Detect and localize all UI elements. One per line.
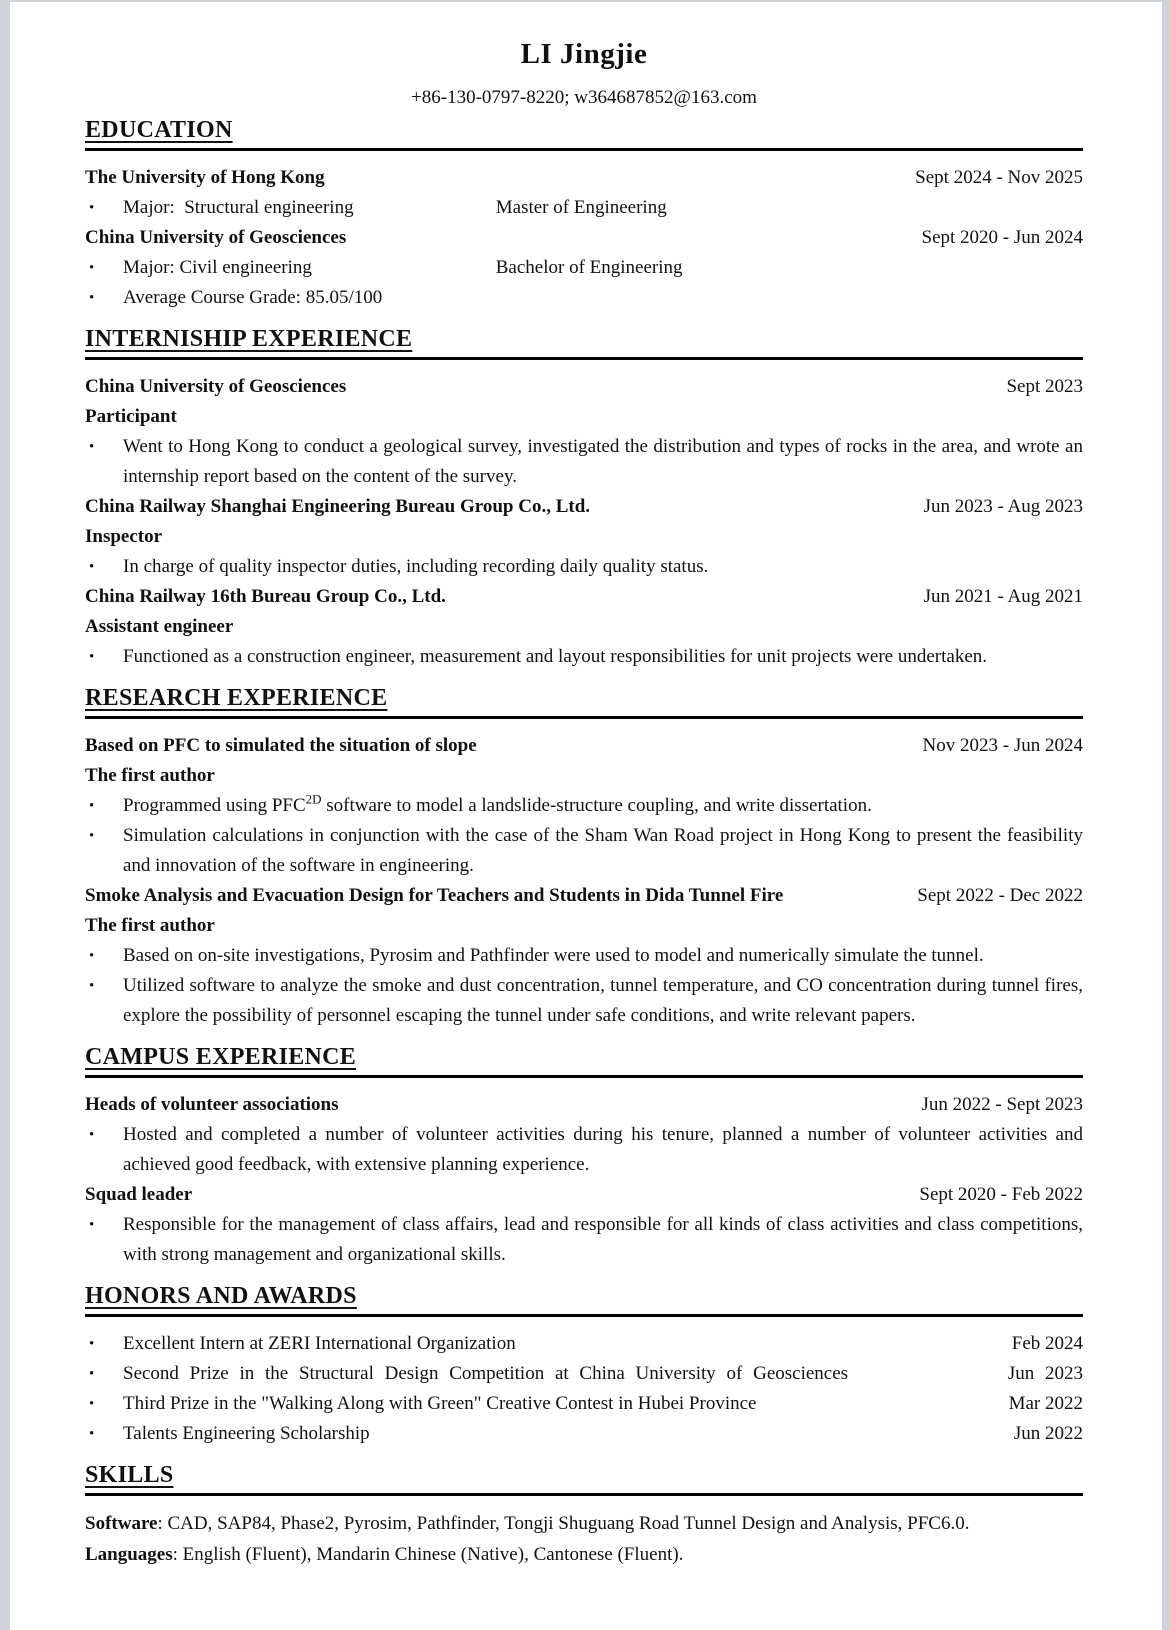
bullet-icon: • bbox=[89, 1127, 95, 1143]
project-bullet bbox=[85, 791, 1083, 821]
bullet-icon: • bbox=[89, 948, 95, 964]
honor-date: Jun 2023 bbox=[1007, 1363, 1083, 1384]
date-range: Jun 2023 - Aug 2023 bbox=[923, 496, 1083, 517]
bullet-text: Utilized software to analyze the smoke and dust concentration, tunnel temperature, and CO concentration during tunnel fires, explore the possibility of personnel escaping the tunnel under safe conditions, and write relevant papers. bbox=[123, 975, 1083, 1026]
date-range: Jun 2022 - Sept 2023 bbox=[921, 1094, 1083, 1115]
project-header-row bbox=[85, 881, 1083, 911]
bullet-text: Hosted and completed a number of volunteer activities during his tenure, planned a number of volunteer activities and achieved good feedback, with extensive planning experience. bbox=[123, 1124, 1083, 1175]
bullet-text: Responsible for the management of class affairs, lead and responsible for all kinds of class activities and class competitions, with strong management and organizational skills. bbox=[123, 1214, 1083, 1265]
section-heading-internship bbox=[85, 326, 1083, 360]
bullet-icon: • bbox=[89, 200, 95, 216]
bullet-icon: • bbox=[89, 559, 95, 575]
date-range: Sept 2020 - Feb 2022 bbox=[919, 1184, 1083, 1205]
date-range: Sept 2020 - Jun 2024 bbox=[921, 227, 1083, 248]
honor-item bbox=[85, 1359, 1083, 1389]
education-school-row bbox=[85, 223, 1083, 253]
bullet-icon: • bbox=[89, 649, 95, 665]
date-range: Sept 2024 - Nov 2025 bbox=[915, 167, 1083, 188]
honor-date: Feb 2024 bbox=[1011, 1333, 1083, 1354]
date-range: Sept 2023 bbox=[1006, 376, 1083, 397]
honor-item bbox=[85, 1419, 1083, 1449]
project-bullet bbox=[85, 821, 1083, 881]
bullet-text: Based on on-site investigations, Pyrosim and Pathfinder were used to model and numerically simulate the tunnel. bbox=[123, 945, 984, 966]
honor-date: Jun 2022 bbox=[1013, 1423, 1083, 1444]
resume-name: LI Jingjie bbox=[520, 38, 648, 70]
bullet-icon: • bbox=[89, 290, 95, 306]
campus-role-row bbox=[85, 1090, 1083, 1120]
company-name: China Railway Shanghai Engineering Bureau Group Co., Ltd. bbox=[85, 496, 591, 517]
school-name: China University of Geosciences bbox=[85, 227, 347, 248]
languages-list: : English (Fluent), Mandarin Chinese (Native), Cantonese (Fluent). bbox=[172, 1544, 684, 1565]
honor-date: Mar 2022 bbox=[1008, 1393, 1083, 1414]
education-grade-row bbox=[85, 283, 1083, 313]
bullet-icon: • bbox=[89, 1426, 95, 1442]
section-heading-education bbox=[85, 117, 1083, 151]
job-role-row bbox=[85, 402, 1083, 432]
bullet-text: Went to Hong Kong to conduct a geological survey, investigated the distribution and types of rocks in the area, and wrote an internship report based on the content of the survey. bbox=[123, 436, 1083, 487]
software-list: : CAD, SAP84, Phase2, Pyrosim, Pathfinder, Tongji Shuguang Road Tunnel Design and Analysis, PFC6.0. bbox=[157, 1513, 970, 1534]
campus-role-row bbox=[85, 1180, 1083, 1210]
school-name: The University of Hong Kong bbox=[85, 167, 325, 188]
job-role: Participant bbox=[85, 406, 177, 427]
resume-page bbox=[10, 2, 1162, 1630]
date-range: Nov 2023 - Jun 2024 bbox=[922, 735, 1083, 756]
bullet-icon: • bbox=[89, 1396, 95, 1412]
company-name: China University of Geosciences bbox=[85, 376, 347, 397]
project-bullet bbox=[85, 941, 1083, 971]
education-detail-row bbox=[85, 193, 1083, 223]
company-name: China Railway 16th Bureau Group Co., Ltd. bbox=[85, 586, 446, 607]
date-range: Jun 2021 - Aug 2021 bbox=[923, 586, 1083, 607]
honor-item bbox=[85, 1329, 1083, 1359]
project-title: Smoke Analysis and Evacuation Design for Teachers and Students in Dida Tunnel Fire bbox=[85, 885, 784, 906]
section-title: INTERNISHIP EXPERIENCE bbox=[85, 326, 413, 352]
campus-bullet bbox=[85, 1120, 1083, 1180]
bullet-icon: • bbox=[89, 828, 95, 844]
bullet-icon: • bbox=[89, 439, 95, 455]
job-header-row bbox=[85, 582, 1083, 612]
section-title: SKILLS bbox=[85, 1462, 174, 1488]
job-role: Assistant engineer bbox=[85, 616, 234, 637]
section-heading-skills bbox=[85, 1462, 1083, 1496]
bullet-text: Simulation calculations in conjunction with the case of the Sham Wan Road project in Hong Kong to present the feasibility and innovation of the software in engineering. bbox=[123, 825, 1083, 876]
contact-line: +86-130-0797-8220; w364687852@163.com bbox=[411, 87, 757, 108]
bullet-icon: • bbox=[89, 1217, 95, 1233]
bullet-icon: • bbox=[89, 1336, 95, 1352]
bullet-text: In charge of quality inspector duties, including recording daily quality status. bbox=[123, 556, 709, 577]
job-role-row bbox=[85, 612, 1083, 642]
honor-text: Second Prize in the Structural Design Competition at China University of Geosciences bbox=[123, 1363, 849, 1384]
job-bullet bbox=[85, 552, 1083, 582]
author-role: The first author bbox=[85, 915, 215, 936]
section-heading-research bbox=[85, 685, 1083, 719]
job-bullet bbox=[85, 642, 1083, 672]
section-heading-campus bbox=[85, 1044, 1083, 1078]
education-school-row bbox=[85, 163, 1083, 193]
project-header-row bbox=[85, 731, 1083, 761]
section-heading-honors bbox=[85, 1283, 1083, 1317]
superscript-2d: 2D bbox=[305, 791, 322, 807]
software-label: Software bbox=[85, 1513, 158, 1534]
bullet-icon: • bbox=[89, 798, 95, 814]
project-role-row bbox=[85, 911, 1083, 941]
bullet-icon: • bbox=[89, 260, 95, 276]
skills-software-row bbox=[85, 1508, 1083, 1539]
section-title: RESEARCH EXPERIENCE bbox=[85, 685, 388, 711]
author-role: The first author bbox=[85, 765, 215, 786]
job-header-row bbox=[85, 372, 1083, 402]
job-role-row bbox=[85, 522, 1083, 552]
campus-role-title: Squad leader bbox=[85, 1184, 193, 1205]
education-detail-row bbox=[85, 253, 1083, 283]
honor-item bbox=[85, 1389, 1083, 1419]
honor-text: Excellent Intern at ZERI International Organization bbox=[123, 1333, 516, 1354]
section-title: CAMPUS EXPERIENCE bbox=[85, 1044, 357, 1070]
bullet-icon: • bbox=[89, 978, 95, 994]
job-bullet bbox=[85, 432, 1083, 492]
project-title: Based on PFC to simulated the situation of slope bbox=[85, 735, 477, 756]
honor-text: Talents Engineering Scholarship bbox=[123, 1423, 370, 1444]
bullet-icon: • bbox=[89, 1366, 95, 1382]
bullet-text-post: software to model a landslide-structure coupling, and write dissertation. bbox=[321, 795, 872, 816]
honor-text: Third Prize in the "Walking Along with Green" Creative Contest in Hubei Province bbox=[123, 1393, 757, 1414]
job-role: Inspector bbox=[85, 526, 163, 547]
campus-bullet bbox=[85, 1210, 1083, 1270]
job-header-row bbox=[85, 492, 1083, 522]
languages-label: Languages bbox=[85, 1544, 173, 1565]
skills-languages-row bbox=[85, 1539, 1083, 1570]
section-title: HONORS AND AWARDS bbox=[85, 1283, 357, 1309]
major-label: Major: Structural engineering bbox=[123, 197, 354, 218]
date-range: Sept 2022 - Dec 2022 bbox=[917, 885, 1083, 906]
campus-role-title: Heads of volunteer associations bbox=[85, 1094, 339, 1115]
degree-label: Master of Engineering bbox=[495, 197, 667, 218]
section-title: EDUCATION bbox=[85, 117, 233, 143]
bullet-text-pre: Programmed using PFC bbox=[123, 795, 306, 816]
bullet-text: Functioned as a construction engineer, measurement and layout responsibilities for unit projects were undertaken. bbox=[123, 646, 988, 667]
grade-label: Average Course Grade: 85.05/100 bbox=[123, 287, 383, 308]
degree-label: Bachelor of Engineering bbox=[495, 257, 683, 278]
project-role-row bbox=[85, 761, 1083, 791]
project-bullet bbox=[85, 971, 1083, 1031]
major-label: Major: Civil engineering bbox=[123, 257, 312, 278]
